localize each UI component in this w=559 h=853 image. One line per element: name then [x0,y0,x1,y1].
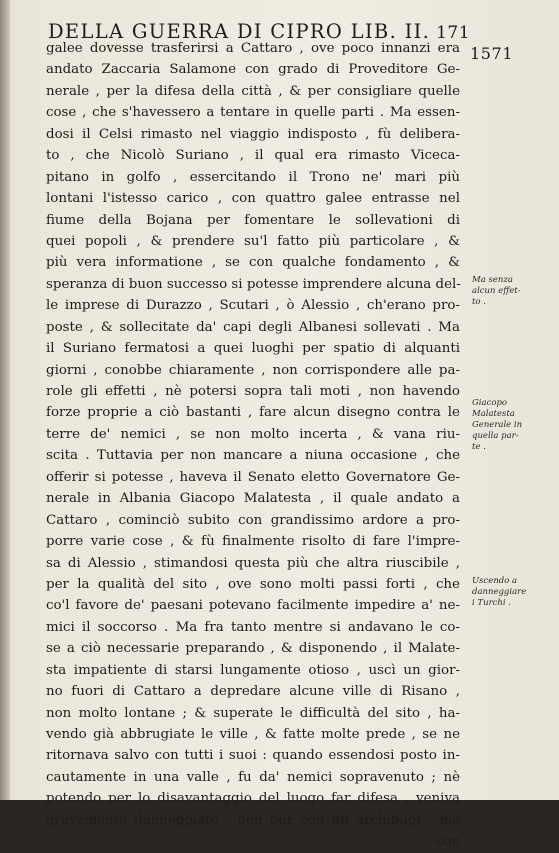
text-line: scita . Tuttavia per non mancare a niuna occasione , che [46,448,460,464]
text-line: sa di Alessio , stimandosi questa più che altra riuscibile , [46,555,460,571]
text-line: potendo per lo disavantaggio del luogo far difesa , veniva [46,791,460,807]
text-line: più vera informatione , se con qualche fondamento , & [46,255,460,271]
text-line: Cattaro , cominciò subito con grandissimo ardore a pro- [46,512,460,528]
margin-note-3 [472,576,552,609]
header-title: DELLA GUERRA DI CIPRO LIB. II. [48,20,431,43]
text-line: galee dovesse trasferirsi a Cattaro , ove poco innanzi era [46,41,460,56]
text-line: mici il soccorso . Ma fra tanto mentre si andavano le co- [46,619,460,635]
text-line: gravemente danneggiato , non pur con gli archibugi , ma [46,812,460,828]
text-line: cautamente in una valle , fu da' nemici sopravenuto ; nè [46,769,460,785]
text-line: quei popoli , & prendere su'l fatto più particolare , & [46,233,460,249]
text-line: le imprese di Durazzo , Scutari , ò Alessio , ch'erano pro- [46,298,460,314]
text-line: role gli effetti , nè potersi sopra tali moti , non havendo [46,384,460,399]
margin-note-line: quella par- [472,431,519,441]
margin-note-line: Generale in [472,420,523,430]
text-line: forze proprie a ciò bastanti , fare alcun disegno contra le [46,405,460,421]
margin-note-line: Uscendo a [472,576,518,586]
text-line: per la qualità del sito , ove sono molti passi forti , che [46,576,460,592]
text-line: nerale in Albania Giacopo Malatesta , il quale andato a [46,491,460,507]
margin-note-line: to . [472,297,486,307]
margin-note-line: te . [472,442,486,452]
text-line: sta impatiente di starsi lungamente otioso , uscì un gior- [46,662,460,678]
page-number: 171 [436,23,471,43]
text-line: il Suriano fermatosi a quei luoghi per spatio di alquanti [46,341,460,357]
margin-year: 1571 [470,44,514,63]
text-line: poste , & sollecitate da' capi degli Albanesi sollevati . Ma [46,319,460,335]
text-line: to , che Nicolò Suriano , il qual era rimasto Viceca- [46,148,460,164]
text-line: porre varie cose , & fù finalmente risolto di fare l'impre- [46,534,460,550]
margin-note-line: Giacopo [472,398,508,408]
margin-note-2 [472,398,552,453]
text-line: dosi il Celsi rimasto nel viaggio indisposto , fù delibera- [46,126,460,142]
body-text [46,38,460,853]
text-line: fiume della Bojana per fomentare le sollevationi di [46,212,460,228]
page-gutter [0,0,10,800]
text-line: no fuori di Cattaro a depredare alcune ville di Risano , [46,684,460,700]
text-line: ritornava salvo con tutti i suoi : quando essendosi posto in- [46,748,460,764]
text-line: speranza di buon successo si potesse imprendere alcuna del- [46,276,461,292]
text-line: nerale , per la difesa della città , & per consigliare quelle [46,83,460,99]
text-line: lontani l'istesso carico , con quattro galee entrasse nel [46,191,460,207]
text-line: cose , che s'havessero a tentare in quelle parti . Ma essen- [46,105,460,121]
margin-note-line: Ma senza [472,275,513,285]
text-line: non molto lontane ; & superate le difficultà del sito , ha- [46,705,460,721]
text-line: co'l favore de' paesani potevano facilmente impedire a' ne- [46,598,460,614]
margin-note-line: i Turchi . [472,598,511,608]
text-line: terre de' nemici , se non molto incerta , & vana riu- [46,426,460,442]
text-line: andato Zaccaria Salamone con grado di Proveditore Ge- [46,62,460,78]
margin-note-1 [472,275,552,308]
margin-note-line: alcun effet- [472,286,521,296]
text-line: con [435,834,460,850]
text-line: vendo già abbrugiate le ville , & fatte molte prede , se ne [46,727,460,742]
text-line: giorni , conobbe chiaramente , non corrispondere alle pa- [46,362,460,378]
margin-note-line: Malatesta [472,409,515,419]
margin-note-line: danneggiare [472,587,527,597]
text-line: offerir si potesse , haveva il Senato eletto Governatore Ge- [46,469,460,485]
text-line: pitano in golfo , essercitando il Trono ne' mari più [46,169,460,185]
text-line: se a ciò necessarie preparando , & disponendo , il Malate- [46,641,460,657]
